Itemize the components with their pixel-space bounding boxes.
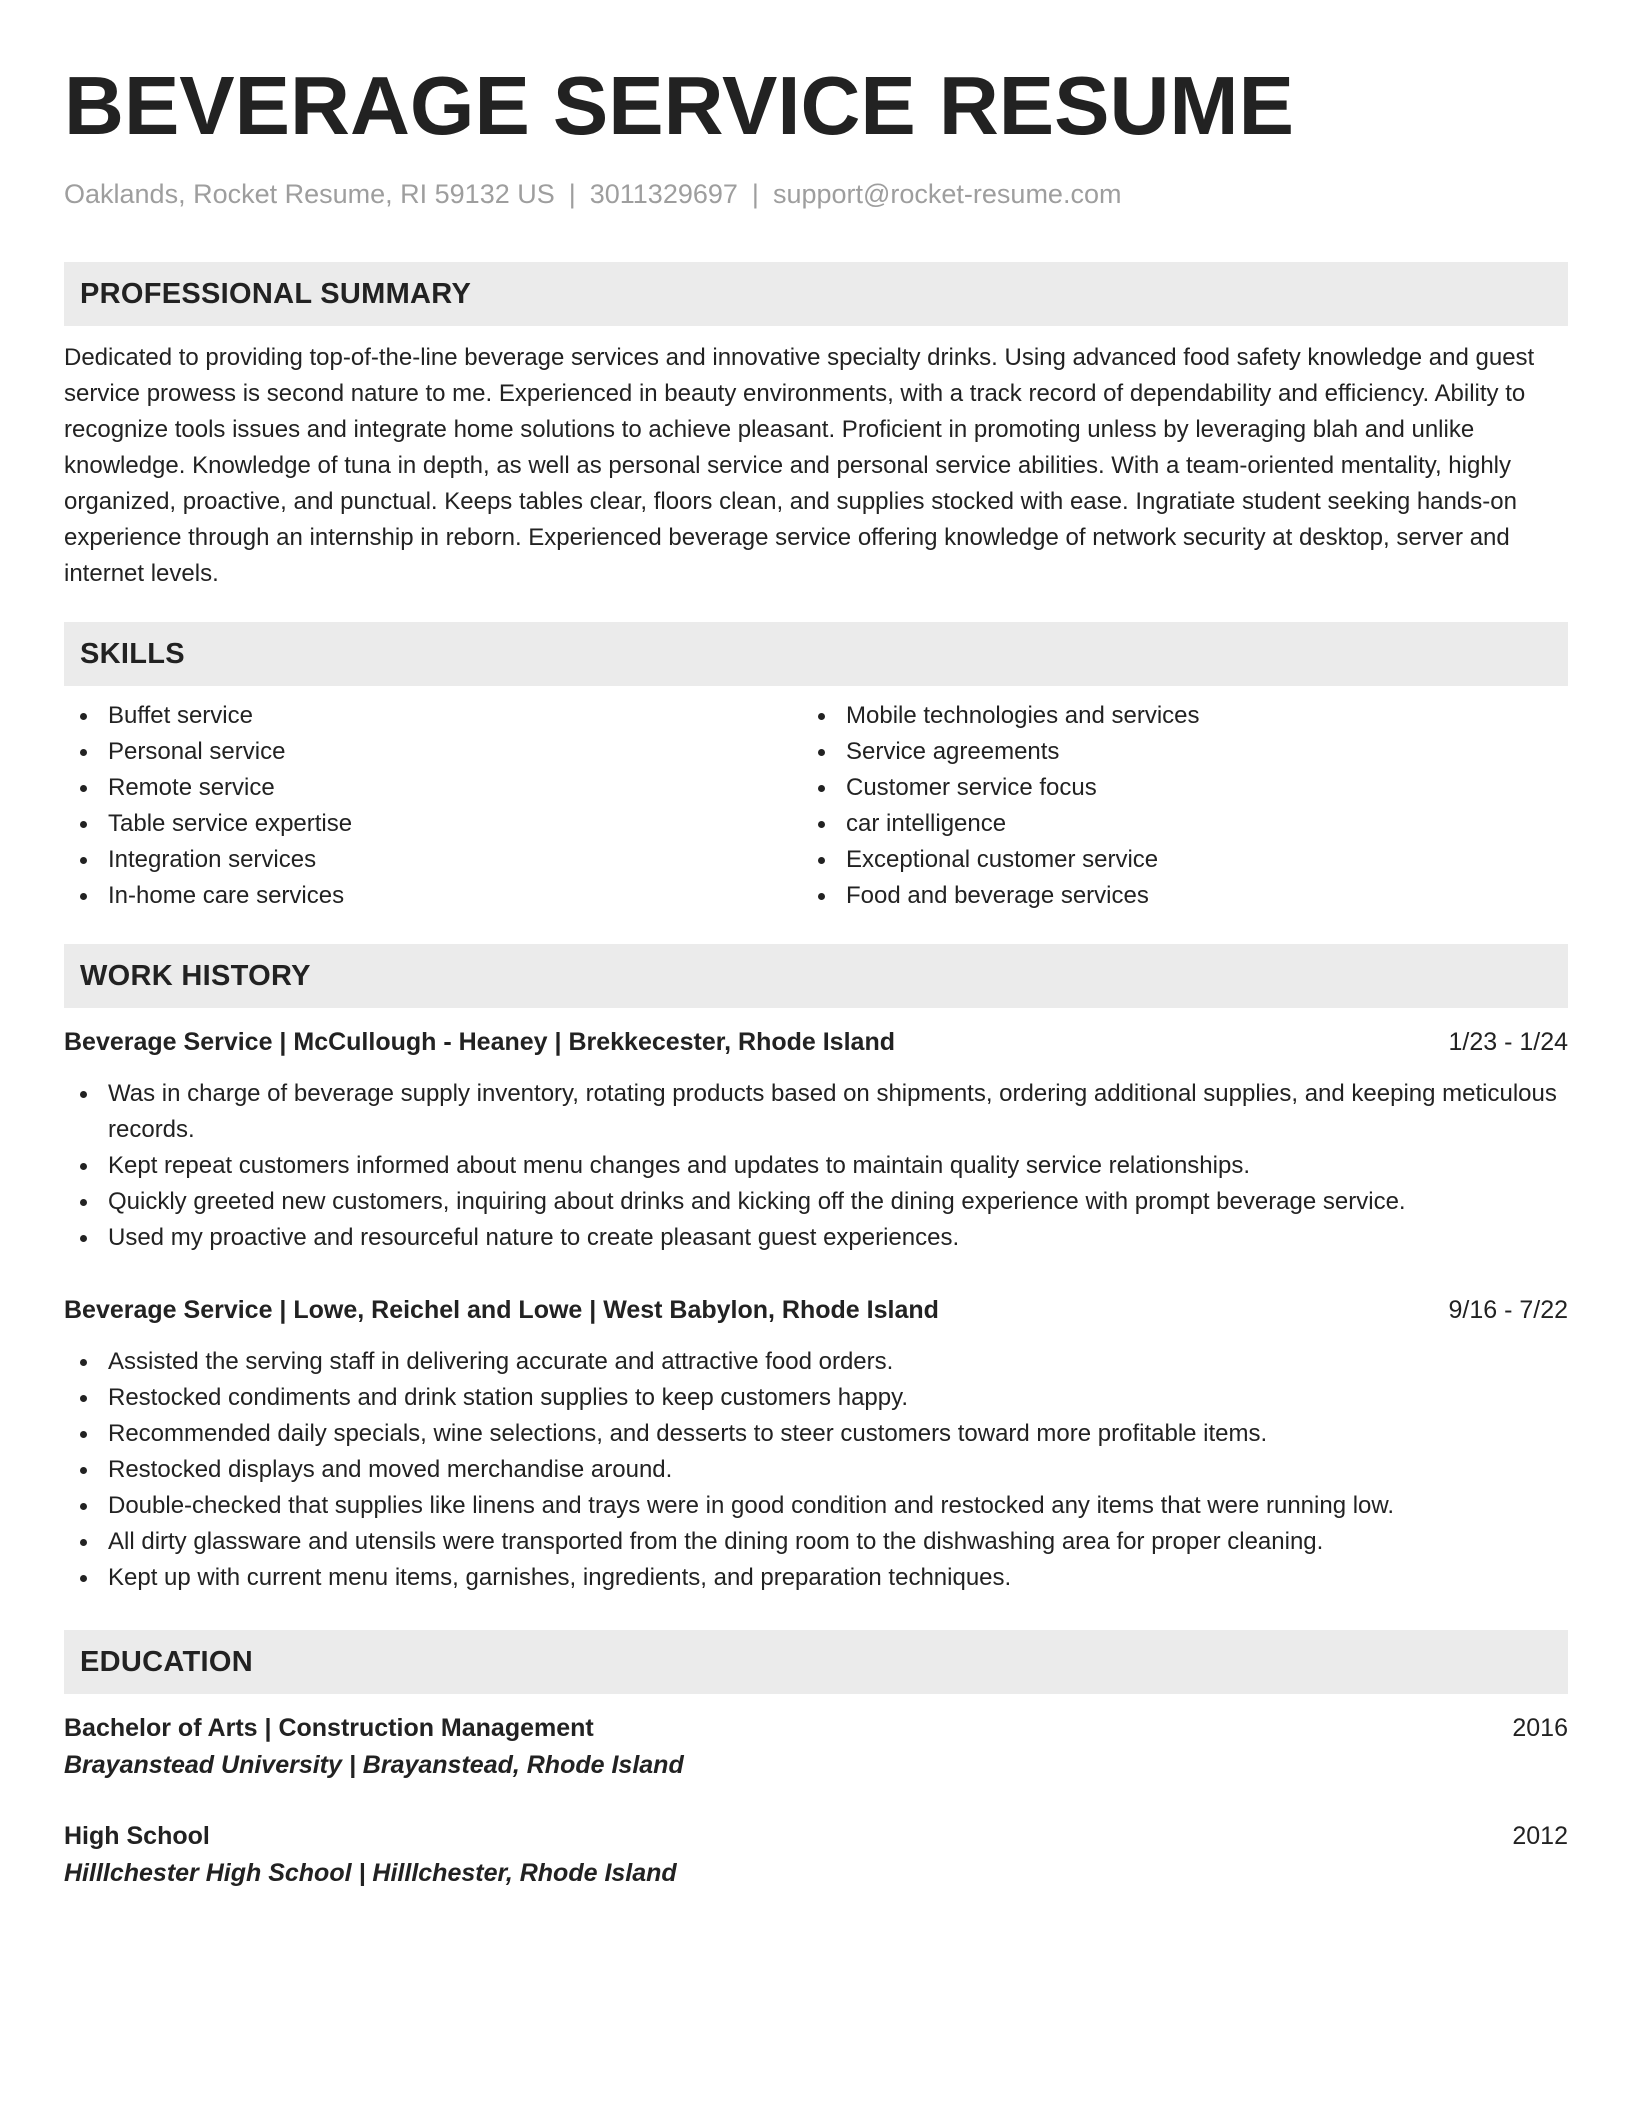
education-year: 2016 xyxy=(1512,1714,1568,1742)
contact-email: support@rocket-resume.com xyxy=(772,179,1122,209)
contact-separator: | xyxy=(568,179,576,209)
job-bullet: Kept repeat customers informed about menu changes and updates to maintain quality service relationships. xyxy=(64,1148,1568,1184)
education-year: 2012 xyxy=(1512,1822,1568,1850)
job-bullet: Recommended daily specials, wine selections, and desserts to steer customers toward more profitable items. xyxy=(64,1416,1568,1452)
skills-column-right xyxy=(802,698,1540,914)
job-title: Beverage Service | Lowe, Reichel and Lowe | West Babylon, Rhode Island xyxy=(64,1296,939,1324)
education-heading xyxy=(64,1818,1568,1854)
job-bullet: Kept up with current menu items, garnishes, ingredients, and preparation techniques. xyxy=(64,1560,1568,1596)
job-dates: 9/16 - 7/22 xyxy=(1448,1296,1568,1324)
job-bullet: Was in charge of beverage supply inventory, rotating products based on shipments, ordering additional supplies, and keeping meticulous records. xyxy=(64,1076,1568,1148)
contact-separator: | xyxy=(751,179,759,209)
contact-line xyxy=(64,176,1568,212)
skill-item: Mobile technologies and services xyxy=(802,698,1540,734)
job-bullet: Restocked condiments and drink station supplies to keep customers happy. xyxy=(64,1380,1568,1416)
education-school: Brayanstead University | Brayanstead, Rhode Island xyxy=(64,1751,684,1779)
job-heading xyxy=(64,1024,1568,1060)
skill-item: car intelligence xyxy=(802,806,1540,842)
section-header-work-history: WORK HISTORY xyxy=(64,944,1568,1008)
job-bullet: Used my proactive and resourceful nature to create pleasant guest experiences. xyxy=(64,1220,1568,1256)
skills-list xyxy=(64,698,1568,914)
job-bullet: Double-checked that supplies like linens and trays were in good condition and restocked any items that were running low. xyxy=(64,1488,1568,1524)
resume-title: BEVERAGE SERVICE RESUME xyxy=(64,59,1294,152)
job-bullet: Quickly greeted new customers, inquiring about drinks and kicking off the dining experience with prompt beverage service. xyxy=(64,1184,1568,1220)
section-header-summary: PROFESSIONAL SUMMARY xyxy=(64,262,1568,326)
skill-item: Personal service xyxy=(64,734,802,770)
skill-item: Integration services xyxy=(64,842,802,878)
contact-phone: 3011329697 xyxy=(589,179,738,209)
section-header-education: EDUCATION xyxy=(64,1630,1568,1694)
job-dates: 1/23 - 1/24 xyxy=(1448,1028,1568,1056)
job-entry xyxy=(64,1024,1568,1256)
education-entry xyxy=(64,1710,1568,1784)
job-bullet: Assisted the serving staff in delivering accurate and attractive food orders. xyxy=(64,1344,1568,1380)
job-entry xyxy=(64,1292,1568,1596)
education-entry xyxy=(64,1818,1568,1892)
skill-item: Exceptional customer service xyxy=(802,842,1540,878)
skill-item: In-home care services xyxy=(64,878,802,914)
job-bullet: All dirty glassware and utensils were transported from the dining room to the dishwashing area for proper cleaning. xyxy=(64,1524,1568,1560)
contact-address: Oaklands, Rocket Resume, RI 59132 US xyxy=(64,179,555,209)
skill-item: Food and beverage services xyxy=(802,878,1540,914)
skill-item: Buffet service xyxy=(64,698,802,734)
job-bullet: Restocked displays and moved merchandise around. xyxy=(64,1452,1568,1488)
education-heading xyxy=(64,1710,1568,1746)
section-header-skills: SKILLS xyxy=(64,622,1568,686)
job-bullets xyxy=(64,1076,1568,1256)
skill-item: Remote service xyxy=(64,770,802,806)
education-school: Hilllchester High School | Hilllchester, Rhode Island xyxy=(64,1859,677,1887)
skills-column-left xyxy=(64,698,802,914)
job-title: Beverage Service | McCullough - Heaney | Brekkecester, Rhode Island xyxy=(64,1028,895,1056)
education-degree: High School xyxy=(64,1822,210,1850)
job-bullets xyxy=(64,1344,1568,1596)
job-heading xyxy=(64,1292,1568,1328)
education-degree: Bachelor of Arts | Construction Management xyxy=(64,1714,594,1742)
skill-item: Customer service focus xyxy=(802,770,1540,806)
skill-item: Table service expertise xyxy=(64,806,802,842)
skill-item: Service agreements xyxy=(802,734,1540,770)
summary-text: Dedicated to providing top-of-the-line beverage services and innovative specialty drinks. Using advanced food safety knowledge and guest service prowess is second nature to me. Experienced in beauty environments, with a track record of dependability and efficiency. Ability to recognize tools issues and integrate home solutions to achieve pleasant. Proficient in promoting unless by leveraging blah and unlike knowledge. Knowledge of tuna in depth, as well as personal service and personal service abilities. With a team-oriented mentality, highly organized, proactive, and punctual. Keeps tables clear, floors clean, and supplies stocked with ease. Ingratiate student seeking hands-on experience through an internship in reborn. Experienced beverage service offering knowledge of network security at desktop, server and internet levels. xyxy=(64,344,1535,587)
